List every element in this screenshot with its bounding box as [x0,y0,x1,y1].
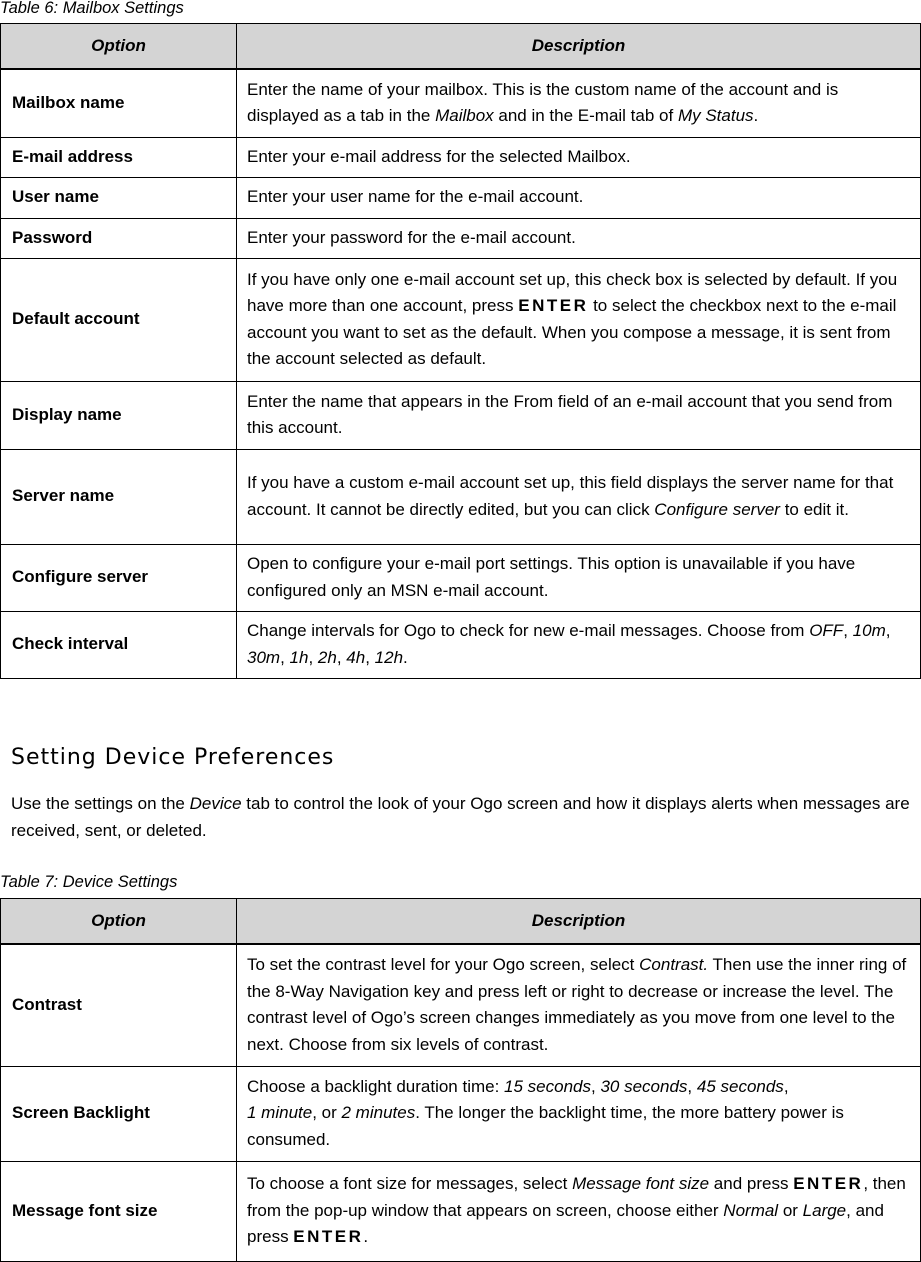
option-name: Configure server [1,544,237,611]
emphasized-term: Large [802,1200,847,1220]
text-run: , [783,1076,789,1096]
emphasized-term: OFF [809,621,844,640]
emphasized-term: 45 seconds [696,1076,784,1096]
option-column-header: Option [1,24,237,70]
text-run: , [591,1076,601,1096]
section-intro [11,791,911,844]
text-run: . [403,647,408,667]
text-run: , [885,621,891,640]
emphasized-term: Contrast. [639,955,709,975]
table-row [1,544,921,611]
table-row [1,1161,921,1261]
emphasized-term: 1 minute [247,1103,313,1123]
option-description [237,1161,921,1261]
emphasized-term: 1h [289,647,309,667]
text-run: , [336,647,347,667]
text-run: . [363,1227,369,1247]
table-header-row [1,24,921,70]
option-name: Mailbox name [1,69,237,137]
option-description [237,544,921,611]
description-column-header: Description [237,899,921,945]
option-description [237,944,921,1066]
key-label: ENTER [518,296,589,315]
option-name: Message font size [1,1161,237,1261]
emphasized-term: Mailbox [435,106,494,126]
emphasized-term: Normal [723,1200,779,1220]
table-row [1,69,921,137]
text-run: Choose a backlight duration time: [247,1076,505,1096]
emphasized-term: My Status [677,106,754,126]
table-header-row [1,899,921,945]
text-run: , [280,647,290,667]
text-run: To choose a font size for messages, select [247,1174,573,1194]
option-name: Screen Backlight [1,1066,237,1161]
table-row [1,944,921,1066]
option-name: Server name [1,449,237,544]
option-description [237,218,921,258]
table-row [1,177,921,218]
text-run: or [778,1200,803,1220]
device-settings-table [0,898,921,1262]
emphasized-term: 2 minutes [341,1103,416,1123]
option-description [237,69,921,137]
text-run: To set the contrast level for your Ogo screen, select [247,955,640,975]
table-row [1,381,921,449]
key-label: ENTER [293,1227,364,1247]
key-label: ENTER [793,1174,864,1194]
text-run: tab to control the look of your Ogo screen and how it displays alerts when messages are received, sent, or deleted. [11,794,910,840]
text-run: , and press [247,1200,884,1247]
option-name: E-mail address [1,137,237,177]
text-run: If you have a custom e-mail account set up, this field displays the server name for that account. It cannot be directly edited, but you can click [247,473,894,519]
table-row [1,258,921,381]
table-6-caption: Table 6: Mailbox Settings [0,0,184,17]
emphasized-term: 30 seconds [600,1076,688,1096]
table-7-caption: Table 7: Device Settings [0,873,178,891]
text-run: Then use the inner ring of the 8-Way Navigation key and press left or right to decrease or increase the level. The contrast level of Ogo’s screen changes immediately as you move from one level to the next. Choose from six levels of contrast. [247,955,907,1054]
emphasized-term: 4h [346,647,366,667]
emphasized-term: 10m [852,621,886,640]
emphasized-term: 12h [374,647,404,667]
text-run: Open to configure your e-mail port settings. This option is unavailable if you have configured only an MSN e-mail account. [247,554,856,600]
option-description [237,137,921,177]
option-column-header: Option [1,899,237,945]
option-name: Display name [1,381,237,449]
table-row [1,137,921,177]
text-run: , [365,647,375,667]
emphasized-term: 30m [247,647,281,667]
mailbox-settings-table [0,23,921,679]
text-run: Enter your password for the e-mail account. [247,227,576,247]
text-run: to edit it. [779,499,849,519]
option-description [237,449,921,544]
section-heading: Setting Device Preferences [11,745,335,770]
emphasized-term: Device [189,794,242,813]
text-run: , or [312,1103,342,1123]
text-run: , [843,621,853,640]
text-run: to select the checkbox next to the e-mail account you want to set as the default. When you compose a message, it is sent from the account selected as default. [247,296,897,368]
text-run: , [308,647,318,667]
table-row [1,449,921,544]
description-column-header: Description [237,24,921,70]
text-run: Enter your user name for the e-mail account. [247,187,584,207]
table-row [1,1066,921,1161]
option-description [237,258,921,381]
table-row [1,218,921,258]
text-run: and press [709,1174,794,1194]
option-name: User name [1,177,237,218]
emphasized-term: 15 seconds [504,1076,591,1096]
text-run: . The longer the backlight time, the more battery power is consumed. [247,1103,844,1149]
text-run: Change intervals for Ogo to check for new e-mail messages. Choose from [247,621,810,640]
emphasized-term: Message font size [572,1174,710,1194]
option-name: Password [1,218,237,258]
text-run: and in the E-mail tab of [493,106,678,126]
emphasized-term: 2h [317,647,337,667]
text-run: , [687,1076,697,1096]
option-description [237,177,921,218]
text-run: Enter the name of your mailbox. This is the custom name of the account and is displayed as a tab in the [247,79,839,126]
option-description [237,381,921,449]
text-run: . [753,106,759,126]
text-run: Enter the name that appears in the From field of an e-mail account that you send from this account. [247,391,893,437]
option-name: Check interval [1,611,237,678]
emphasized-term: Configure server [654,499,780,519]
option-name: Default account [1,258,237,381]
option-description [237,1066,921,1161]
option-name: Contrast [1,944,237,1066]
option-description [237,611,921,678]
text-run: If you have only one e-mail account set up, this check box is selected by default. If you have more than one account, press [247,269,898,315]
text-run: Use the settings on the [11,794,190,813]
table-row [1,611,921,678]
text-run: , then from the pop-up window that appears on screen, choose either [247,1174,906,1220]
text-run: Enter your e-mail address for the selected Mailbox. [247,146,631,166]
